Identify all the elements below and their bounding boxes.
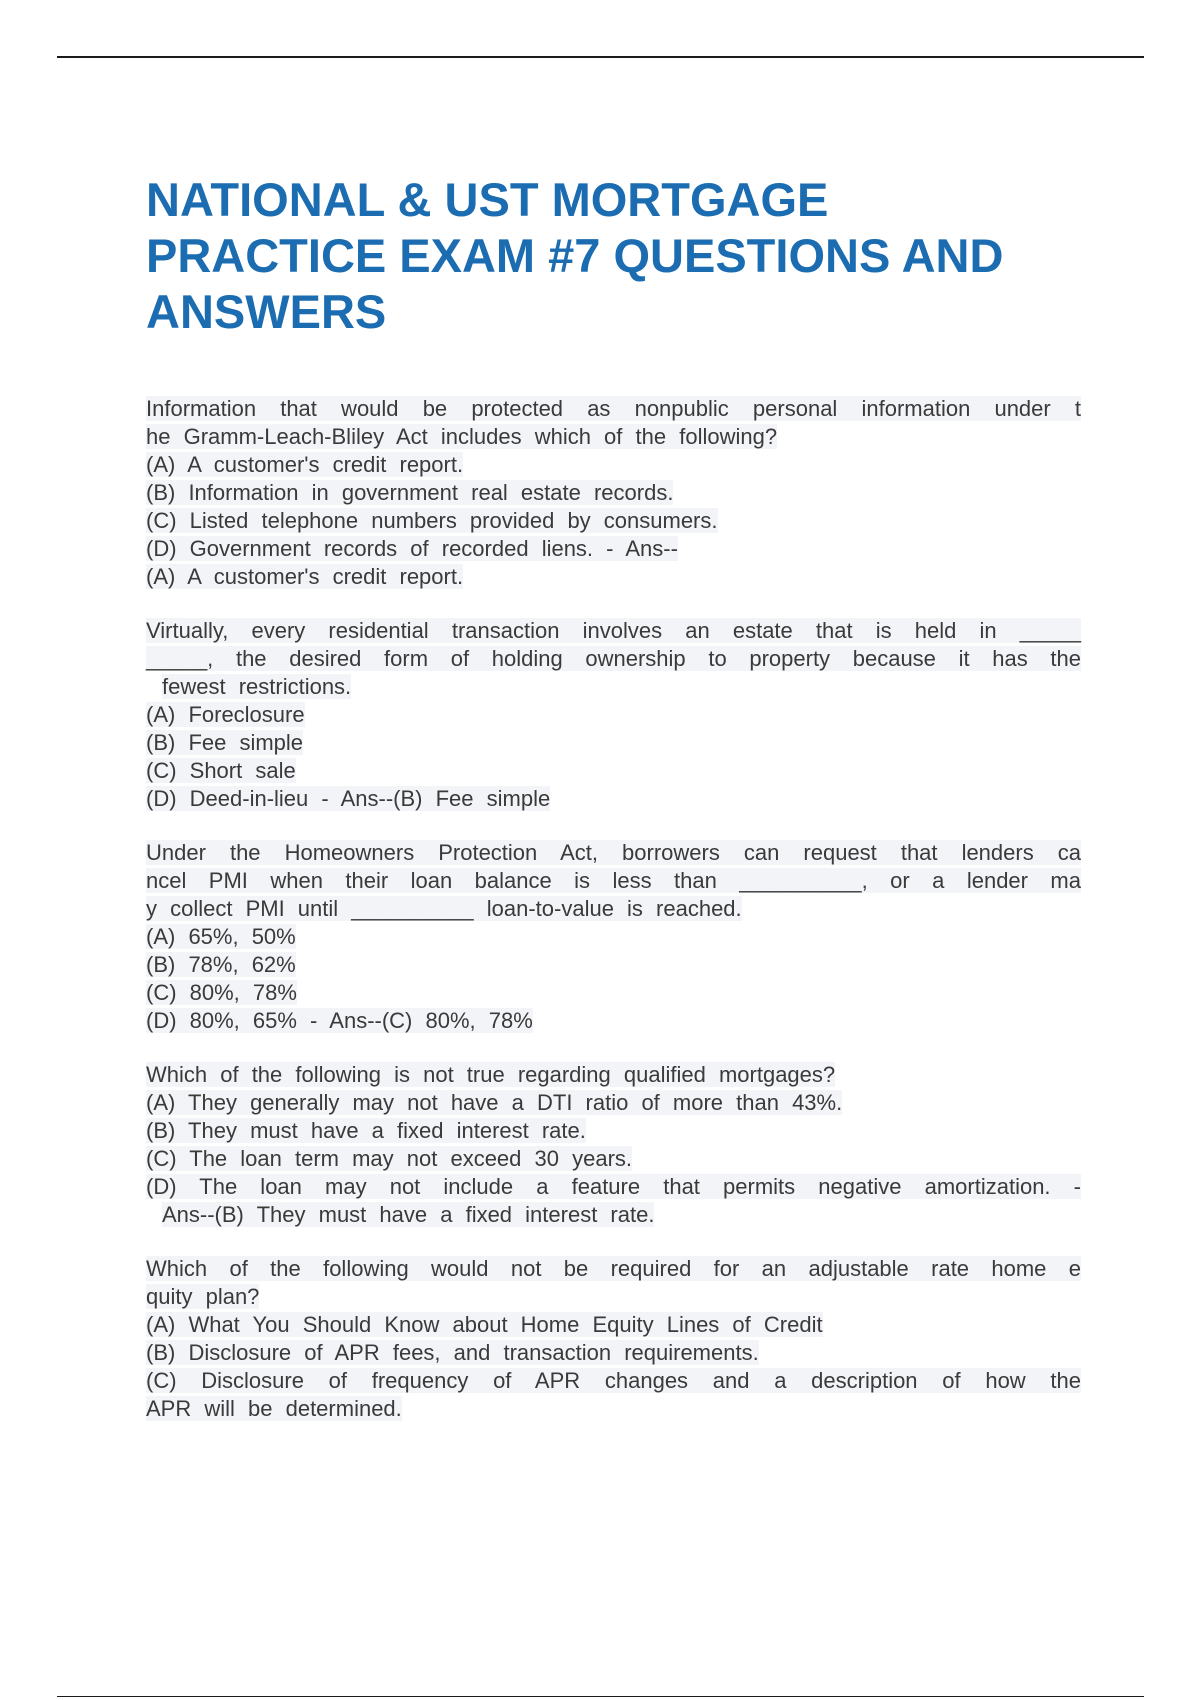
answer-line: (A) A customer's credit report. [146,564,464,589]
option-line: (B) 78%, 62% [146,952,296,977]
question-line: ncel PMI when their loan balance is less than __________, or a lender ma [146,868,1081,893]
option-line: (C) Disclosure of frequency of APR changes and a description of how the [146,1368,1081,1393]
question-line: y collect PMI until __________ loan-to-value is reached. [146,896,742,921]
option-line: (B) Fee simple [146,730,304,755]
option-line: (D) The loan may not include a feature that permits negative amortization. - [146,1174,1081,1199]
option-line: (A) They generally may not have a DTI ratio of more than 43%. [146,1090,843,1115]
option-line: APR will be determined. [146,1396,402,1421]
document-title [146,172,1106,340]
question-line: fewest restrictions. [162,674,352,699]
answer-line: Ans--(B) They must have a fixed interest rate. [162,1202,655,1227]
option-line: (B) Information in government real estate records. [146,480,674,505]
option-line: (A) A customer's credit report. [146,452,464,477]
question-line: Virtually, every residential transaction involves an estate that is held in _____ [146,618,1081,643]
question-line: _____, the desired form of holding ownership to property because it has the [146,646,1081,671]
question-line: Which of the following is not true regarding qualified mortgages? [146,1062,836,1087]
question-line: he Gramm-Leach-Bliley Act includes which of the following? [146,424,778,449]
option-line: (C) 80%, 78% [146,980,297,1005]
option-line: (A) Foreclosure [146,702,305,727]
question-line: Information that would be protected as nonpublic personal information under t [146,396,1081,421]
answer-line: (D) 80%, 65% - Ans--(C) 80%, 78% [146,1008,533,1033]
title-line: ANSWERS [146,285,387,338]
option-line: (A) What You Should Know about Home Equity Lines of Credit [146,1312,823,1337]
question-block [146,395,1081,591]
question-block [146,1061,1081,1229]
header-rule [57,56,1144,58]
title-line: NATIONAL & UST MORTGAGE [146,173,829,226]
question-line: quity plan? [146,1284,260,1309]
option-line: (B) Disclosure of APR fees, and transaction requirements. [146,1340,759,1365]
option-line: (C) Short sale [146,758,296,783]
option-line: (D) Government records of recorded liens. - Ans-- [146,536,678,561]
question-line: Under the Homeowners Protection Act, borrowers can request that lenders ca [146,840,1081,865]
option-line: (A) 65%, 50% [146,924,296,949]
question-block [146,617,1081,813]
option-line: (C) The loan term may not exceed 30 years. [146,1146,633,1171]
questions-body [146,395,1081,1449]
option-line: (C) Listed telephone numbers provided by consumers. [146,508,718,533]
question-block [146,839,1081,1035]
option-line: (B) They must have a fixed interest rate. [146,1118,586,1143]
question-block [146,1255,1081,1423]
answer-line: (D) Deed-in-lieu - Ans--(B) Fee simple [146,786,551,811]
question-line: Which of the following would not be required for an adjustable rate home e [146,1256,1081,1281]
footer-rule [57,1696,1144,1697]
title-line: PRACTICE EXAM #7 QUESTIONS AND [146,229,1004,282]
